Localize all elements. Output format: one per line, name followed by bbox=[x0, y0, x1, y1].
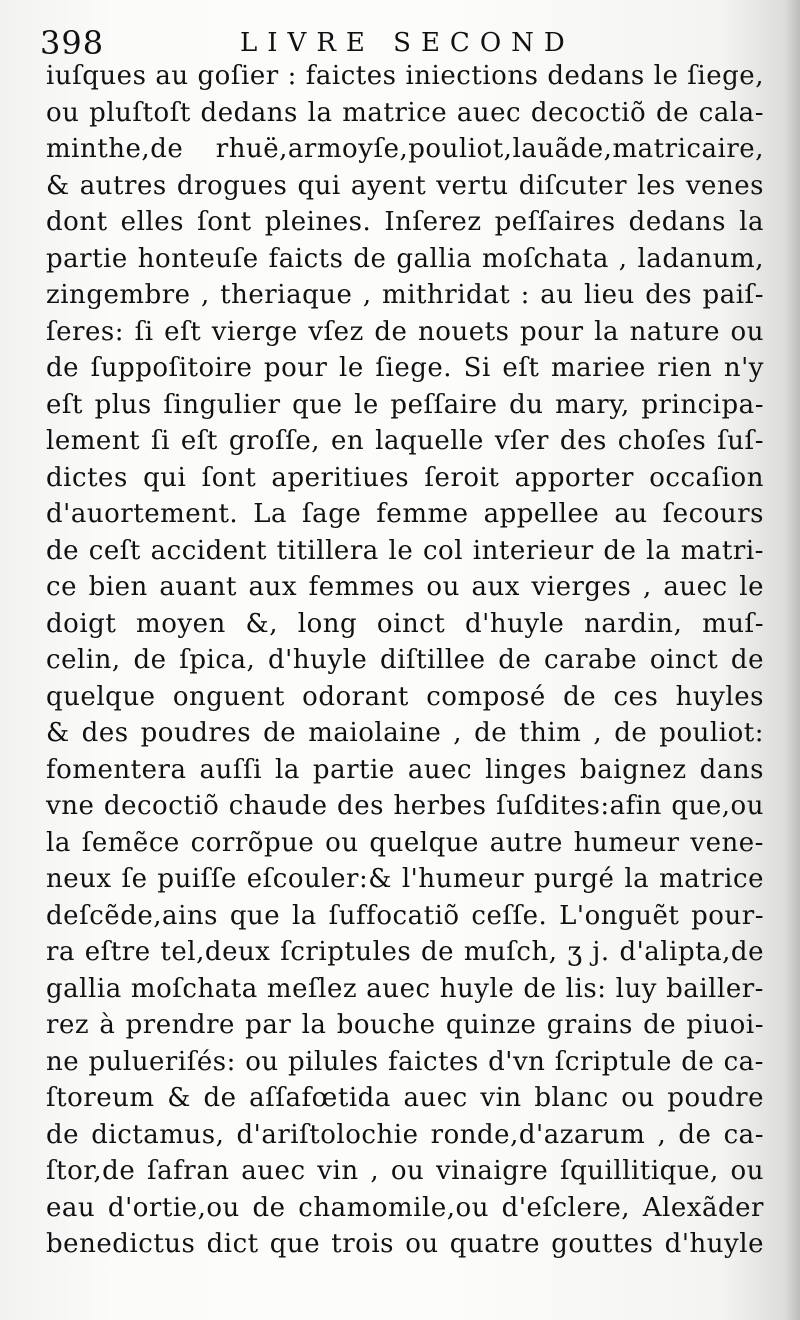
text-line: partie honteuſe faicts de gallia moſchata , ladanum, bbox=[46, 243, 764, 274]
text-line: ou pluſtoſt dedans la matrice auec decoctiõ de cala- bbox=[46, 97, 764, 128]
text-line: benedictus dict que trois ou quatre gouttes d'huyle bbox=[46, 1229, 764, 1259]
text-line: lement ſi eſt groſſe, en laquelle vſer des choſes ſuſ- bbox=[46, 426, 764, 456]
text-line: zingembre , theriaque , mithridat : au lieu des paiſ- bbox=[46, 280, 764, 310]
text-line: fomentera auſſi la partie auec linges baignez dans bbox=[46, 754, 764, 785]
text-line: gallia moſchata meſlez auec huyle de lis: luy bailler- bbox=[46, 973, 764, 1004]
text-line: de dictamus, d'ariſtolochie ronde,d'azarum , de ca- bbox=[46, 1119, 764, 1150]
text-line: ſeres: ſi eſt vierge vſez de nouets pour la nature ou bbox=[46, 316, 764, 347]
text-line: dictes qui ſont aperitiues ſeroit apporter occaſion bbox=[46, 462, 764, 493]
text-line: minthe,de rhuë,armoyſe,pouliot,lauãde,matricaire, bbox=[46, 134, 764, 164]
text-line: neux ſe puiſſe eſcouler:& l'humeur purgé la matrice bbox=[46, 864, 764, 894]
text-line: eſt plus ſingulier que le peſſaire du mary, principa- bbox=[46, 389, 764, 420]
text-line: ſtor,de ſafran auec vin , ou vinaigre ſquillitique, ou bbox=[46, 1156, 764, 1186]
text-line: & des poudres de maiolaine , de thim , de pouliot: bbox=[46, 718, 764, 748]
text-line: quelque onguent odorant composé de ces huyles bbox=[46, 681, 764, 712]
text-line: ſtoreum & de aſſafœtida auec vin blanc ou poudre bbox=[46, 1083, 764, 1113]
text-line: dont elles ſont pleines. Inſerez peſſaires dedans la bbox=[46, 207, 764, 237]
text-line: & autres drogues qui ayent vertu diſcuter les venes bbox=[46, 170, 764, 201]
running-head: LIVRE SECOND bbox=[240, 28, 575, 58]
text-line: la ſemẽce corrõpue ou quelque autre humeur vene- bbox=[46, 827, 764, 858]
text-line: ra eſtre tel,deux ſcriptules de muſch, ʒ j. d'alipta,de bbox=[46, 937, 764, 967]
text-line: celin, de ſpica, d'huyle diſtillee de carabe oinct de bbox=[46, 645, 764, 675]
text-line: d'auortement. La ſage femme appellee au ſecours bbox=[46, 499, 764, 529]
page-number: 398 bbox=[40, 24, 105, 62]
text-line: ne pulueriſés: ou pilules faictes d'vn ſcriptule de ca- bbox=[46, 1046, 764, 1077]
text-line: rez à prendre par la bouche quinze grains de piuoi- bbox=[46, 1010, 764, 1040]
text-line: ce bien auant aux femmes ou aux vierges , auec le bbox=[46, 572, 764, 602]
text-line: deſcẽde,ains que la ſuffocatiõ ceſſe. L'onguẽt pour- bbox=[46, 900, 764, 931]
text-line: vne decoctiõ chaude des herbes ſuſdites:afin que,ou bbox=[46, 791, 764, 821]
body-text bbox=[46, 58, 764, 1263]
text-line: de ſuppoſitoire pour le ſiege. Si eſt mariee rien n'y bbox=[46, 353, 764, 383]
text-line: doigt moyen &, long oinct d'huyle nardin, muſ- bbox=[46, 608, 764, 639]
text-line: de ceſt accident titillera le col interieur de la matri- bbox=[46, 535, 764, 566]
text-line: iuſques au goſier : faictes iniections dedans le ſiege, bbox=[46, 61, 764, 91]
text-line: eau d'ortie,ou de chamomile,ou d'eſclere, Alexãder bbox=[46, 1192, 764, 1223]
